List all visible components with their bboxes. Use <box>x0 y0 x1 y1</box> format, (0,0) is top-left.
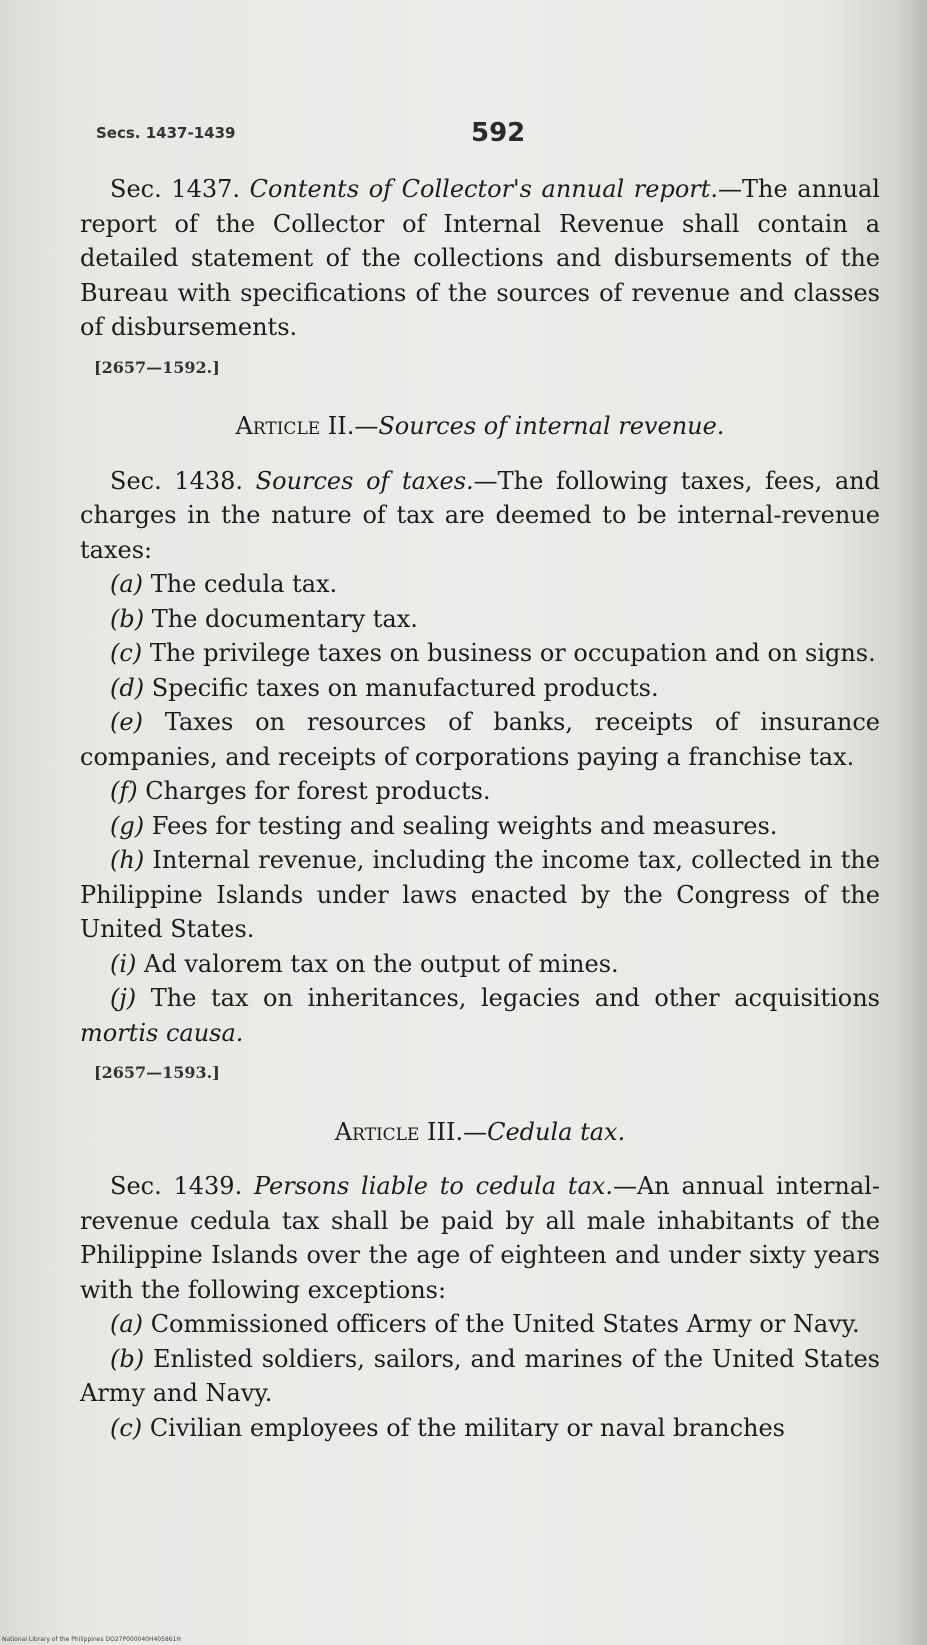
article-2-label: Article II. <box>235 412 355 440</box>
section-1439 <box>80 1169 880 1307</box>
article-3-title: —Cedula tax. <box>463 1117 626 1146</box>
scan-footer: National Library of the Philippines DO27P000040H405861H <box>2 1636 181 1643</box>
list-item: (d) Specific taxes on manufactured products. <box>110 673 659 702</box>
list-item: (g) Fees for testing and sealing weights and measures. <box>110 811 778 840</box>
list-item: (b) The documentary tax. <box>110 604 418 633</box>
section-1439-title: Persons liable to cedula tax. <box>253 1172 613 1200</box>
section-1437-text: —The annual report of the Collector of Internal Revenue shall contain a detailed statement of the collections and disbursements of the Bureau with specifications of the sources of revenue and classes of disbursements. <box>80 175 880 341</box>
list-item: (e) Taxes on resources of banks, receipts of insurance companies, and receipts of corporations paying a franchise tax. <box>80 708 880 771</box>
page-number: 592 <box>471 118 526 148</box>
section-1437-lead: Sec. 1437. <box>110 175 241 203</box>
section-1439-text: —An annual internal-revenue cedula tax shall be paid by all male inhabitants of the Philippine Islands over the age of eighteen and under sixty years with the following exceptions: <box>80 1172 880 1304</box>
section-1438 <box>80 464 880 568</box>
section-1438-reference: [2657—1593.] <box>94 1063 220 1082</box>
list-item: (b) Enlisted soldiers, sailors, and marines of the United States Army and Navy. <box>80 1344 880 1407</box>
list-item: (j) The tax on inheritances, legacies and other acquisitions mortis causa. <box>80 984 880 1047</box>
list-item: (c) The privilege taxes on business or occupation and on signs. <box>110 639 876 667</box>
list-item: (f) Charges for forest products. <box>110 777 491 805</box>
article-2-title: —Sources of internal revenue. <box>354 412 725 440</box>
section-1439-lead: Sec. 1439. <box>110 1172 243 1200</box>
list-item: (i) Ad valorem tax on the output of mines. <box>110 949 619 978</box>
page-header <box>96 118 876 158</box>
list-item: (c) Civilian employees of the military or naval branches <box>110 1413 785 1442</box>
section-1437-title: Contents of Collector's annual report. <box>249 175 719 203</box>
section-1438-text: —The following taxes, fees, and charges in the nature of tax are deemed to be internal-revenue taxes: <box>80 466 880 564</box>
section-1438-title: Sources of taxes. <box>255 466 474 495</box>
section-range: Secs. 1437-1439 <box>96 124 236 142</box>
article-3-heading <box>80 1115 880 1150</box>
section-1437 <box>80 172 880 345</box>
page-body <box>80 172 880 1445</box>
section-1438-lead: Sec. 1438. <box>110 466 244 495</box>
list-item: (a) Commissioned officers of the United States Army or Navy. <box>110 1310 860 1338</box>
article-3-label: Article III. <box>334 1117 464 1146</box>
section-1437-reference: [2657—1592.] <box>94 357 220 377</box>
list-item: (h) Internal revenue, including the income tax, collected in the Philippine Islands under laws enacted by the Congress of the United States. <box>80 846 881 943</box>
article-2-heading <box>80 409 880 444</box>
list-item: (a) The cedula tax. <box>110 570 338 598</box>
